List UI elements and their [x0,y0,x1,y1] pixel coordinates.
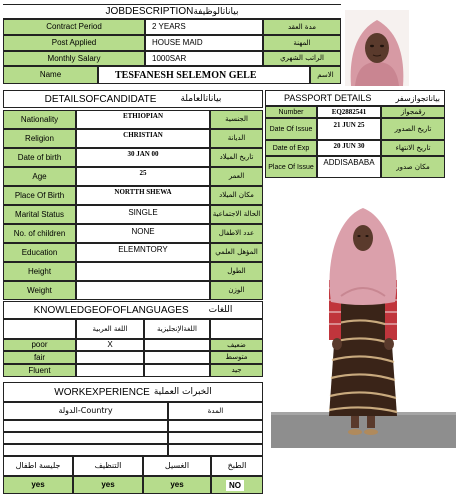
job-label: Monthly Salary [3,51,145,66]
candidate-label: Date of birth [3,148,76,167]
passport-title-en: PASSPORT DETAILS [284,93,372,103]
passport-label: Number [265,106,317,118]
candidate-label: Weight [3,281,76,300]
candidate-value: NONE [76,224,210,243]
job-title-en: JOBDESCRIPTION [105,6,194,17]
experience-table [3,402,263,456]
job-label-ar: مدة العقد [263,19,341,35]
language-level-ar: جيد [210,364,263,377]
candidate-label-ar: المؤهل العلمي [210,243,263,262]
candidate-label: Nationality [3,110,76,129]
skill-label: جليسة اطفال [3,456,73,476]
passport-label-ar: تاريخ الانتهاء [381,140,445,156]
languages-header [3,301,263,319]
candidate-label: Place Of Birth [3,186,76,205]
passport-label: Date of Exp [265,140,317,156]
skill-label: الغسيل [143,456,211,476]
languages-title-ar: اللغات [208,305,233,315]
experience-header [3,382,263,402]
language-level-label: poor [3,339,76,351]
candidate-value: NORTTH SHEWA [76,186,210,205]
experience-period-col: المدة [168,402,263,420]
candidate-label-ar: تاريخ الميلاد [210,148,263,167]
passport-value: 21 JUN 25 [317,118,381,140]
passport-label-ar: مكان صدور [381,156,445,178]
candidate-value: CHRISTIAN [76,129,210,148]
languages-title-en: KNOWLEDGEOFOFLANGUAGES [33,304,189,316]
languages-col-english: اللغةالإنجليزية [144,319,210,339]
job-table [3,19,341,66]
language-arabic-mark: X [76,339,144,351]
language-level-ar: ضعيف [210,339,263,351]
name-label: Name [3,66,98,84]
candidate-label-ar: الوزن [210,281,263,300]
candidate-label: No. of children [3,224,76,243]
name-label-ar: الاسم [310,66,341,84]
skill-value-cell [211,476,263,494]
skill-value: yes [3,476,73,494]
candidate-value [76,262,210,281]
job-value: HOUSE MAID [145,35,263,51]
languages-table [3,319,263,377]
passport-table [265,106,445,178]
experience-row-country [3,420,168,432]
candidate-label-ar: عدد الاطفال [210,224,263,243]
job-title-ar: بياناتالوظيفة [193,6,239,17]
candidate-label: Age [3,167,76,186]
job-description-header [3,4,341,19]
candidate-label: Religion [3,129,76,148]
candidate-title-ar: بياناتالعاملة [180,94,222,104]
language-english-mark [144,351,210,364]
job-label: Contract Period [3,19,145,35]
job-value: 1000SAR [145,51,263,66]
experience-row-country [3,432,168,444]
experience-row-country [3,444,168,456]
candidate-label: Height [3,262,76,281]
language-english-mark [144,364,210,377]
skills-table [3,456,263,494]
skill-label: التنظيف [73,456,143,476]
candidate-label-ar: الديانة [210,129,263,148]
job-label-ar: الراتب الشهري [263,51,341,66]
experience-row-period [168,444,263,456]
full-body-photo [271,184,456,448]
candidate-header [3,90,263,108]
language-arabic-mark [76,364,144,377]
languages-corner [3,319,76,339]
candidate-value: 30 JAN 00 [76,148,210,167]
passport-label: Place Of Issue [265,156,317,178]
skill-value: NO [226,480,244,491]
language-level-label: fair [3,351,76,364]
skill-value: yes [143,476,211,494]
passport-value: EQ2882541 [317,106,381,118]
skill-value: yes [73,476,143,494]
passport-label-ar: تاريخ الصدور [381,118,445,140]
experience-row-period [168,432,263,444]
passport-value: ADDISABABA [317,156,381,178]
job-value: 2 YEARS [145,19,263,35]
experience-title-ar: الخبرات العملية [153,387,212,397]
candidate-title-en: DETAILSOFCANDIDATE [44,93,157,105]
candidate-label: Education [3,243,76,262]
languages-corner [210,319,263,339]
passport-label: Date Of Issue [265,118,317,140]
passport-value: 20 JUN 30 [317,140,381,156]
candidate-value: 25 [76,167,210,186]
candidate-table [3,110,263,300]
skill-label: الطبخ [211,456,263,476]
candidate-label: Marital Status [3,205,76,224]
experience-title-en: WORKEXPERIENCE [54,386,150,398]
candidate-label-ar: مكان الميلاد [210,186,263,205]
candidate-value: ELEMNTORY [76,243,210,262]
passport-title-ar: بياناتجوازسفر [395,93,440,103]
candidate-value: SINGLE [76,205,210,224]
job-label-ar: المهنة [263,35,341,51]
language-english-mark [144,339,210,351]
experience-row-period [168,420,263,432]
candidate-value: ETHIOPIAN [76,110,210,129]
language-arabic-mark [76,351,144,364]
passport-header [265,90,445,106]
candidate-label-ar: الطول [210,262,263,281]
headshot-photo [345,10,409,86]
experience-country-col: الدولة-Country [3,402,168,420]
job-label: Post Applied [3,35,145,51]
candidate-label-ar: العمر [210,167,263,186]
languages-col-arabic: اللغة العربية [76,319,144,339]
candidate-value [76,281,210,300]
language-level-label: Fluent [3,364,76,377]
language-level-ar: متوسط [210,351,263,364]
candidate-label-ar: الحالة الاجتماعية [210,205,263,224]
passport-label-ar: رقمجواز [381,106,445,118]
candidate-label-ar: الجنسية [210,110,263,129]
name-value: TESFANESH SELEMON GELE [98,66,310,84]
